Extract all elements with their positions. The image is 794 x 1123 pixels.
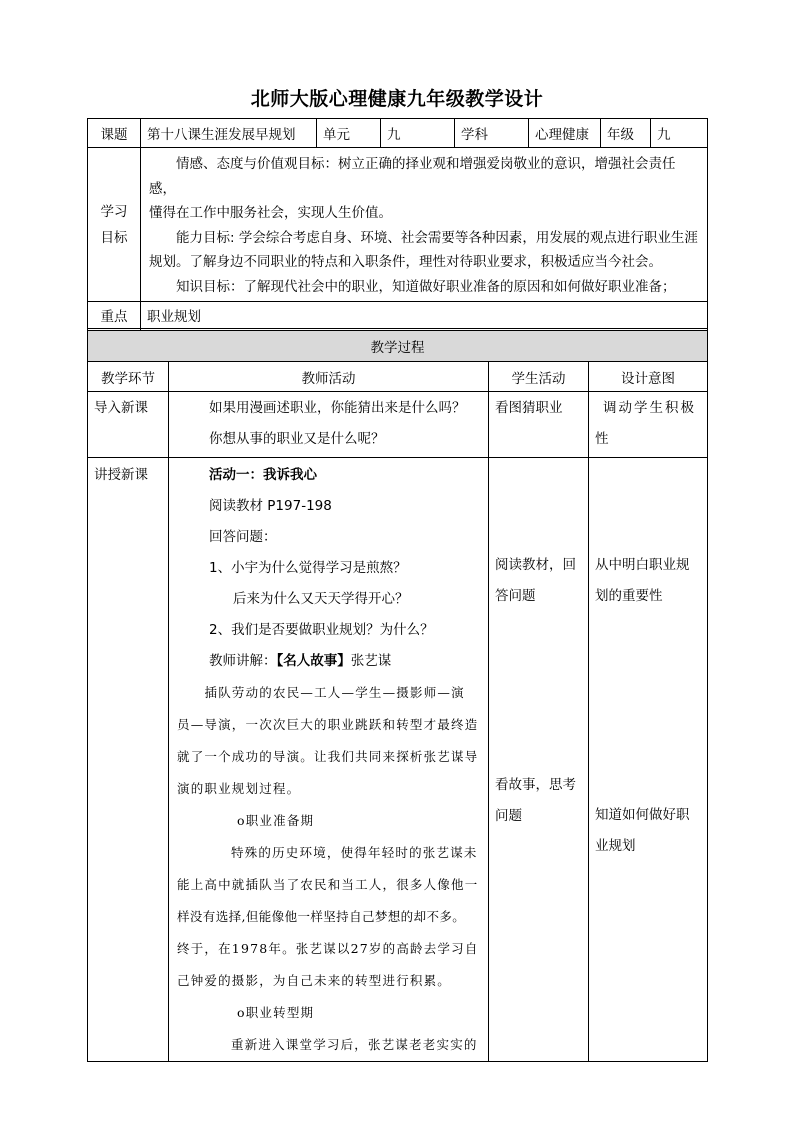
teacher-explain bbox=[175, 646, 482, 677]
story-line: 特殊的历史环境，使得年轻时的张艺谋未 bbox=[231, 845, 478, 860]
lecture-teacher bbox=[169, 458, 489, 1062]
column-header: 学生活动 bbox=[489, 362, 589, 392]
lecture-stage: 讲授新课 bbox=[88, 458, 169, 1062]
intro-teacher bbox=[169, 392, 489, 458]
key-point-row bbox=[88, 302, 708, 329]
intent-line: 知道如何做好职 bbox=[595, 807, 690, 823]
story-line: 终于，在1978年。张艺谋以27岁的高龄去学习自 bbox=[177, 941, 479, 956]
intent-line: 从中明白职业规 bbox=[595, 557, 690, 573]
grade-value: 九 bbox=[651, 119, 708, 148]
column-header: 教学环节 bbox=[88, 362, 169, 392]
lecture-intent bbox=[589, 458, 708, 1062]
unit-value: 九 bbox=[381, 119, 455, 148]
explain-name: 张艺谋 bbox=[350, 653, 392, 669]
activity-title: 活动一：我诉我心 bbox=[209, 467, 317, 483]
intro-row bbox=[88, 392, 708, 458]
stage-bullet: o职业转型期 bbox=[237, 1005, 315, 1020]
goals-label-line1: 学习 bbox=[100, 203, 128, 220]
student-line: 阅读教材，回 bbox=[495, 557, 576, 573]
intent-block-2 bbox=[595, 800, 690, 862]
question-1b: 后来为什么又天天学得开心？ bbox=[233, 591, 409, 607]
question-2: 2、我们是否要做职业规划？为什么？ bbox=[209, 622, 434, 638]
intro-intent bbox=[589, 392, 708, 458]
story-line: 能上高中就插队当了农民和当工人，很多人像他一 bbox=[177, 877, 479, 892]
goals-content bbox=[141, 148, 708, 302]
unit-label: 单元 bbox=[317, 119, 381, 148]
grade-label: 年级 bbox=[601, 119, 651, 148]
document-title: 北师大版心理健康九年级教学设计 bbox=[250, 88, 544, 110]
story-line: 演的职业规划过程。 bbox=[177, 781, 301, 796]
subject-label: 学科 bbox=[455, 119, 529, 148]
student-line: 看故事，思考 bbox=[495, 777, 576, 793]
lecture-row bbox=[88, 458, 708, 1062]
column-header-row bbox=[88, 362, 708, 392]
story-line: 己钟爱的摄影，为自己未来的转型进行积累。 bbox=[177, 973, 452, 988]
teaching-process-table bbox=[87, 330, 708, 1062]
student-activity-2 bbox=[495, 770, 576, 832]
teacher-line: 如果用漫画述职业，你能猜出来是什么吗？ bbox=[209, 400, 466, 416]
question-1a: 1、小宇为什么觉得学习是煎熬？ bbox=[209, 560, 407, 576]
goal-line: 能力目标: 学会综合考虑自身、环境、社会需要等各种因素，用发展的观点进行职业生涯 bbox=[176, 229, 698, 246]
student-line: 问题 bbox=[495, 808, 522, 824]
lesson-info-table bbox=[87, 118, 708, 356]
student-line: 答问题 bbox=[495, 588, 536, 604]
intent-line: 业规划 bbox=[595, 838, 636, 854]
intent-line: 划的重要性 bbox=[595, 588, 663, 604]
topic-label: 课题 bbox=[88, 119, 141, 148]
story-line: 就了一个成功的导演。让我们共同来探析张艺谋导 bbox=[177, 749, 479, 764]
goal-line: 知识目标：了解现代社会中的职业，知道做好职业准备的原因和如何做好职业准备； bbox=[176, 278, 676, 295]
subject-value: 心理健康 bbox=[529, 119, 601, 148]
explain-prefix: 教师讲解： bbox=[209, 653, 277, 669]
intro-stage: 导入新课 bbox=[88, 392, 169, 458]
goals-label-line2: 目标 bbox=[100, 229, 128, 246]
column-header: 教师活动 bbox=[169, 362, 489, 392]
process-heading-row bbox=[88, 331, 708, 362]
goals-label bbox=[88, 148, 141, 302]
intent-line: 调动学生积极 bbox=[603, 400, 696, 416]
topic-value: 第十八课生涯发展早规划 bbox=[141, 119, 317, 148]
stage-bullet: o职业准备期 bbox=[237, 813, 315, 828]
process-heading: 教学过程 bbox=[88, 331, 708, 362]
key-point-value: 职业规划 bbox=[141, 302, 708, 329]
story-line: 员—导演，一次次巨大的职业跳跃和转型才最终造 bbox=[177, 717, 479, 732]
story-line: 插队劳动的农民—工人—学生—摄影师—演 bbox=[204, 685, 465, 700]
intent-block-1 bbox=[595, 550, 690, 612]
read-instruction: 阅读教材 P197-198 bbox=[209, 498, 332, 514]
goal-line: 懂得在工作中服务社会，实现人生价值。 bbox=[149, 205, 392, 221]
story-line: 重新进入课堂学习后，张艺谋老老实实的 bbox=[231, 1037, 478, 1052]
goals-row bbox=[88, 148, 708, 302]
teacher-line: 你想从事的职业又是什么呢？ bbox=[209, 431, 385, 447]
key-point-label: 重点 bbox=[88, 302, 141, 329]
story-line: 样没有选择,但能像他一样坚持自己梦想的却不多。 bbox=[177, 909, 466, 924]
column-header: 设计意图 bbox=[589, 362, 708, 392]
explain-tag: 【名人故事】 bbox=[276, 653, 351, 669]
intent-line: 性 bbox=[595, 431, 609, 447]
student-activity-1 bbox=[495, 550, 576, 612]
goal-line: 规划。了解身边不同职业的特点和入职条件，理性对待职业要求，积极适应当今社会。 bbox=[149, 254, 662, 270]
intro-student: 看图猜职业 bbox=[489, 392, 589, 458]
topic-row bbox=[88, 119, 708, 148]
answer-prompt: 回答问题： bbox=[209, 529, 277, 545]
goal-line: 情感、态度与价值观目标：树立正确的择业观和增强爱岗敬业的意识，增强社会责任感， bbox=[149, 156, 676, 197]
lecture-student bbox=[489, 458, 589, 1062]
